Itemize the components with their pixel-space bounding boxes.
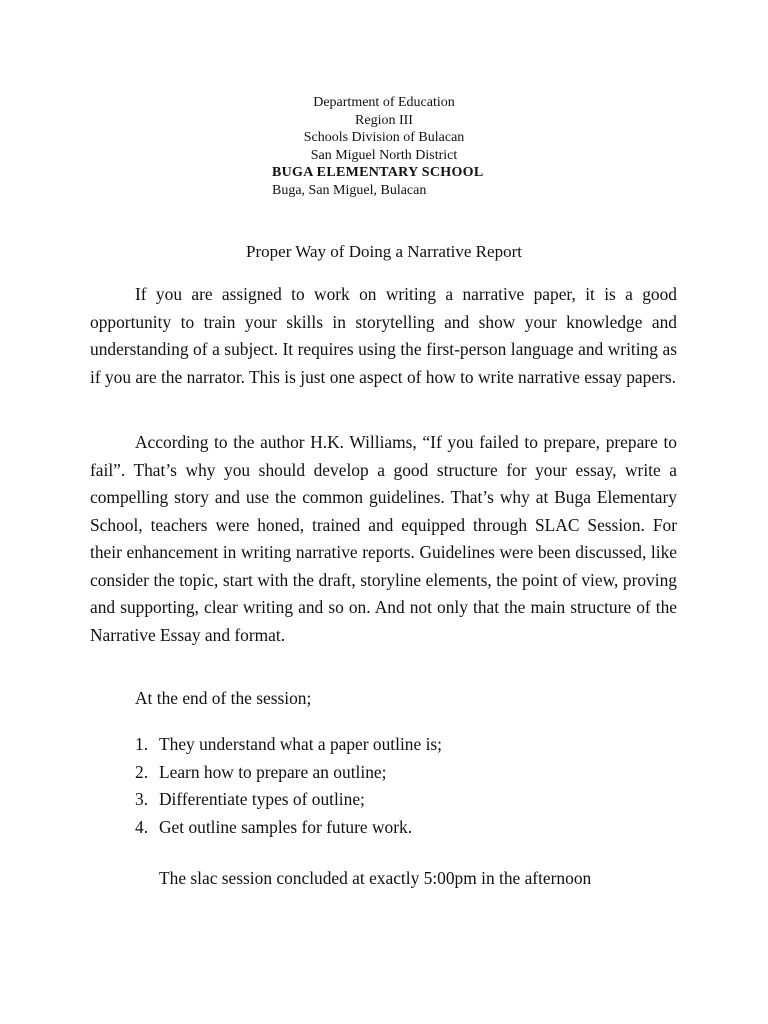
list-number: 1. <box>135 734 149 754</box>
list-text: They understand what a paper outline is; <box>159 734 442 754</box>
list-item <box>135 731 442 759</box>
list-text: Get outline samples for future work. <box>159 816 413 837</box>
letterhead <box>0 94 768 199</box>
list-item <box>135 759 442 787</box>
department-line: Department of Education <box>313 95 455 110</box>
outcomes-list <box>135 731 442 841</box>
list-item <box>135 814 442 842</box>
division-line: Schools Division of Bulacan <box>303 130 465 145</box>
closing-statement: The slac session concluded at exactly 5:00pm in the afternoon <box>159 868 592 888</box>
school-name: BUGA ELEMENTARY SCHOOL <box>272 165 484 180</box>
school-address: Buga, San Miguel, Bulacan <box>272 182 427 198</box>
list-item <box>135 786 442 814</box>
district-line: San Miguel North District <box>310 147 458 163</box>
list-number: 2. <box>135 761 149 782</box>
paragraph-intro: If you are assigned to work on writing a narrative paper, it is a good opportunity to train your skills in storytelling and show your knowledge and understanding of a subject. It requires using the first-person language and writing as if you are the narrator. This is just one aspect of how to write narrative essay papers. <box>90 284 677 387</box>
document-title: Proper Way of Doing a Narrative Report <box>246 242 522 261</box>
paragraph-session-end: At the end of the session; <box>135 688 312 708</box>
paragraph-williams: According to the author H.K. Williams, “If you failed to prepare, prepare to fail”. That’s why you should develop a good structure for your essay, write a compelling story and use the common guidelines. That’s why at Buga Elementary School, teachers were honed, trained and equipped through SLAC Session. For their enhancement in writing narrative reports. Guidelines were been discussed, like consider the topic, start with the draft, storyline elements, the point of view, proving and supporting, clear writing and so on. And not only that the main structure of the Narrative Essay and format. <box>90 432 677 645</box>
region-line: Region III <box>355 112 413 128</box>
list-text: Differentiate types of outline; <box>159 789 365 809</box>
list-number: 3. <box>135 789 149 809</box>
list-text: Learn how to prepare an outline; <box>159 761 387 782</box>
list-number: 4. <box>135 816 149 837</box>
